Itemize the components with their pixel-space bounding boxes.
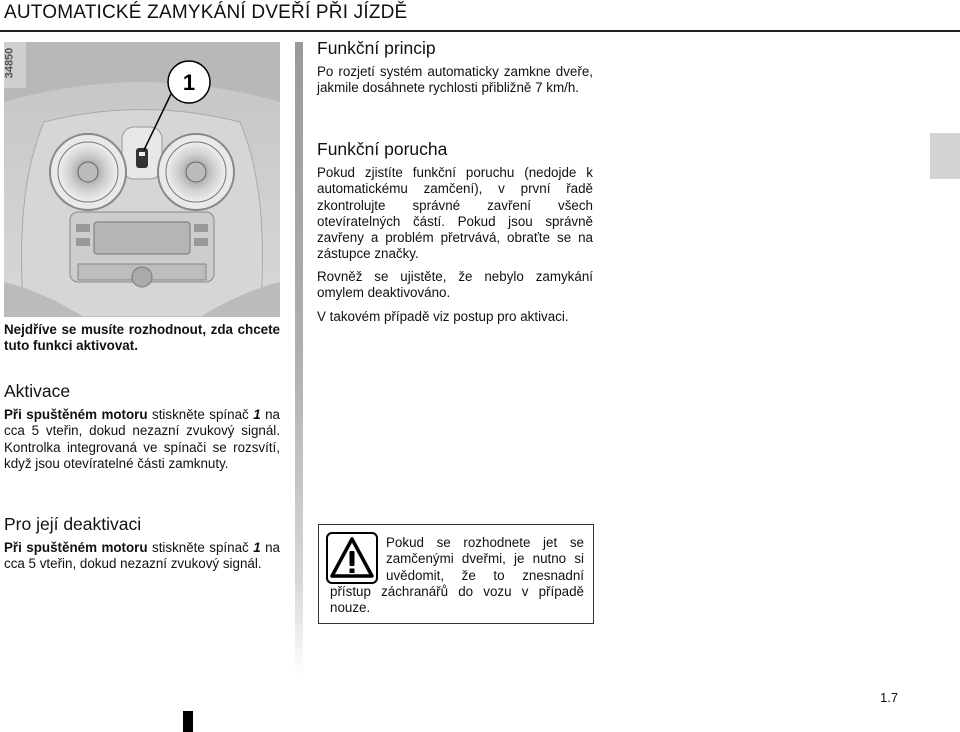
fault-heading: Funkční porucha	[317, 139, 448, 159]
activation-bold: Při spuštěném motoru	[4, 407, 148, 422]
warning-text-body: Pokud se rozhodnete jet se zamčenými dveřmi, je nutno si uvědomit, že to znesnadní přístup záchranářů do vozu v případě nouze.	[330, 535, 584, 616]
deactivation-bold: Při spuštěném motoru	[4, 540, 148, 555]
intro-text: Nejdříve se musíte rozhodnout, zda chcete tuto funkci aktivovat.	[4, 322, 280, 354]
activation-switch-ref: 1	[253, 407, 261, 422]
page-title: AUTOMATICKÉ ZAMYKÁNÍ DVEŘÍ PŘI JÍZDĚ	[4, 2, 408, 23]
fault-paragraph-2: Rovněž se ujistěte, že nebylo zamykání omylem deaktivováno.	[317, 269, 593, 301]
crop-mark	[183, 711, 193, 732]
deactivation-heading: Pro její deaktivaci	[4, 514, 142, 534]
figure-number-label: 34850	[3, 47, 16, 79]
principle-heading: Funkční princip	[317, 38, 436, 58]
dashboard-illustration	[4, 42, 280, 317]
title-rule	[0, 30, 960, 32]
fault-paragraph-1: Pokud zjistíte funkční poruchu (nedojde k automatickému zamčení), v první řadě zkontrolujte správné zavření všech otevíratelných částí. Pokud jsou správně zavřeny a problém přetrvává, obraťte se na zástupce značky.	[317, 165, 593, 262]
activation-text-b: na cca 5 vteřin, dokud nezazní zvukový signál. Kontrolka integrovaná ve spínači se rozsvítí, když jsou otevíratelné části zamknuty.	[4, 407, 280, 471]
deactivation-switch-ref: 1	[253, 540, 261, 555]
warning-text	[330, 535, 584, 616]
figure-number	[4, 42, 26, 88]
activation-text	[4, 407, 280, 472]
deactivation-text	[4, 540, 280, 573]
principle-text: Po rozjetí systém automaticky zamkne dveře, jakmile dosáhnete rychlosti přibližně 7 km/h.	[317, 64, 593, 96]
activation-heading: Aktivace	[4, 381, 71, 401]
activation-text-a: stiskněte spínač	[147, 407, 254, 422]
page-number: 1.7	[880, 690, 899, 705]
callout-label: 1	[182, 70, 196, 95]
fault-paragraph-3: V takovém případě viz postup pro aktivaci.	[317, 309, 569, 324]
deactivation-text-b: na cca 5 vteřin, dokud nezazní zvukový signál.	[4, 540, 280, 572]
chapter-tab	[930, 133, 960, 179]
column-separator	[295, 42, 303, 677]
deactivation-text-a: stiskněte spínač	[147, 540, 254, 555]
dashboard-drawing	[4, 42, 280, 317]
